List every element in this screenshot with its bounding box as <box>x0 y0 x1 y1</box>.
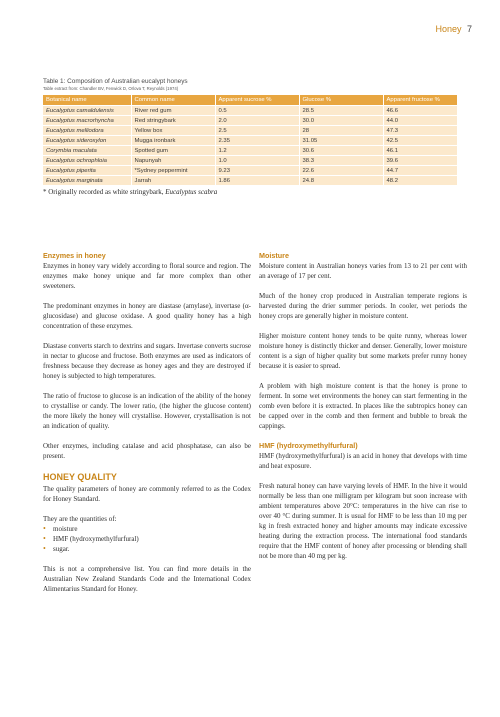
common-name-cell: Spotted gum <box>131 146 215 156</box>
list-item-text: sugar. <box>53 545 70 553</box>
moisture-paragraph: A problem with high moisture content is that the honey is prone to ferment. In some wet environments the honey can start fermenting in the comb even before it is extracted. In places like the subtropics honey can be capped over in the comb and then ferment and bubble to break the cappings. <box>259 382 467 430</box>
table-footnote <box>43 188 457 196</box>
botanical-name-cell: Eucalyptus macrorhyncha <box>43 116 131 126</box>
column-header: Glucose % <box>299 95 383 106</box>
list-item <box>43 524 251 534</box>
sucrose-cell: 2.5 <box>215 126 299 136</box>
sucrose-cell: 0.5 <box>215 106 299 116</box>
list-item-text: HMF (hydroxymethylfurfural) <box>53 535 139 543</box>
hmf-paragraph: HMF (hydroxymethylfurfural) is an acid in honey that develops with time and heat exposure. <box>259 452 467 470</box>
column-header: Botanical name <box>43 95 131 106</box>
column-header: Apparent fructose % <box>383 95 457 106</box>
running-header <box>435 24 472 34</box>
botanical-name-cell: Eucalyptus melliodora <box>43 126 131 136</box>
botanical-name-cell: Eucalyptus camaldulensis <box>43 106 131 116</box>
table-row <box>43 156 457 166</box>
table-source: Table extract from: Chandler BV, Fenwick D, Orlova T, Reynolds (1974) <box>43 86 179 91</box>
enzymes-paragraph: Other enzymes, including catalase and acid phosphatase, can also be present. <box>43 442 251 460</box>
botanical-name-cell: Corymbia maculata <box>43 146 131 156</box>
bullet-icon: • <box>43 524 46 533</box>
composition-table-block <box>43 78 457 196</box>
table-row <box>43 176 457 186</box>
botanical-name-cell: Eucalyptus marginata <box>43 176 131 186</box>
glucose-cell: 38.3 <box>299 156 383 166</box>
fructose-cell: 48.2 <box>383 176 457 186</box>
enzymes-paragraph: The predominant enzymes in honey are diastase (amylase), invertase (α-glucosidase) and glucose oxidase. A good quality honey has a high concentration of these enzymes. <box>43 302 251 330</box>
moisture-paragraph: Much of the honey crop produced in Australian temperate regions is harvested during the drier summer periods. In cooler, wet periods the honey crops are generally higher in moisture content. <box>259 292 467 320</box>
table-title: Table 1: Composition of Australian eucalypt honeys <box>43 78 188 85</box>
table-row <box>43 106 457 116</box>
glucose-cell: 24.8 <box>299 176 383 186</box>
honey-quality-heading: HONEY QUALITY <box>43 472 117 482</box>
bullet-icon: • <box>43 544 46 553</box>
glucose-cell: 30.6 <box>299 146 383 156</box>
common-name-cell: Napunyah <box>131 156 215 166</box>
botanical-name-cell: Eucalyptus ochrophloia <box>43 156 131 166</box>
glucose-cell: 28 <box>299 126 383 136</box>
common-name-cell: Yellow box <box>131 126 215 136</box>
moisture-paragraph: Higher moisture content honey tends to be quite runny, whereas lower moisture honey is distinctly thicker and denser. Generally, lower moisture content is a sign of higher quality but some markets prefer runny honey because it is easier to spread. <box>259 332 467 370</box>
sucrose-cell: 1.2 <box>215 146 299 156</box>
quality-paragraph: This is not a comprehensive list. You can find more details in the Australian New Zealand Standards Code and the International Codex Alimentarius Standard for Honey. <box>43 565 251 593</box>
footnote-text: * Originally recorded as white stringybark, <box>43 188 166 196</box>
common-name-cell: River red gum <box>131 106 215 116</box>
enzymes-paragraph: Enzymes in honey vary widely according to floral source and region. The enzymes make honey unique and far more complex than other sweeteners. <box>43 262 251 290</box>
table-row <box>43 146 457 156</box>
glucose-cell: 30.0 <box>299 116 383 126</box>
enzymes-heading: Enzymes in honey <box>43 251 106 260</box>
fructose-cell: 46.6 <box>383 106 457 116</box>
fructose-cell: 39.6 <box>383 156 457 166</box>
glucose-cell: 31.05 <box>299 136 383 146</box>
quality-list <box>43 524 251 554</box>
right-column <box>259 251 467 571</box>
hmf-heading: HMF (hydroxymethylfurfural) <box>259 441 358 450</box>
enzymes-paragraph: The ratio of fructose to glucose is an indication of the ability of the honey to crystallise or candy. The lower ratio, (the higher the glucose content) the more likely the honey will crystallise. However, crystallisation is not an indication of quality. <box>43 392 251 430</box>
bullet-icon: • <box>43 534 46 543</box>
left-column <box>43 251 251 604</box>
sucrose-cell: 2.0 <box>215 116 299 126</box>
column-header: Apparent sucrose % <box>215 95 299 106</box>
common-name-cell: Mugga ironbark <box>131 136 215 146</box>
botanical-name-cell: Eucalyptus sideroxylon <box>43 136 131 146</box>
table-row <box>43 136 457 146</box>
fructose-cell: 46.1 <box>383 146 457 156</box>
fructose-cell: 44.7 <box>383 166 457 176</box>
composition-table <box>43 95 458 185</box>
table-row <box>43 126 457 136</box>
sucrose-cell: 1.0 <box>215 156 299 166</box>
list-item-text: moisture <box>53 525 78 533</box>
sucrose-cell: 9.23 <box>215 166 299 176</box>
sucrose-cell: 1.86 <box>215 176 299 186</box>
sucrose-cell: 2.35 <box>215 136 299 146</box>
page-number: 7 <box>466 24 472 34</box>
list-item <box>43 534 251 544</box>
list-item <box>43 544 251 554</box>
botanical-name-cell: Eucalyptus piperita <box>43 166 131 176</box>
quality-paragraph: The quality parameters of honey are commonly referred to as the Codex for Honey Standard. <box>43 485 251 503</box>
table-row <box>43 166 457 176</box>
hmf-paragraph: Fresh natural honey can have varying levels of HMF. In the hive it would normally be less than one milligram per kilogram but soon increase with ambient temperatures above 20°C: temperatures in the hive can rise to over 40 °C during summer. It is usual for HMF to be less than 10 mg per kg in fresh extracted honey and higher amounts may indicate excessive heating during the extraction process. The international food standards require that the HMF content of honey after processing or blending shall not be more than 40 mg per kg. <box>259 482 467 560</box>
section-title: Honey <box>435 24 462 34</box>
footnote-species: Eucalyptus scabra <box>165 188 218 196</box>
column-header: Common name <box>131 95 215 106</box>
common-name-cell: *Sydney peppermint <box>131 166 215 176</box>
glucose-cell: 28.5 <box>299 106 383 116</box>
table-row <box>43 116 457 126</box>
fructose-cell: 44.0 <box>383 116 457 126</box>
glucose-cell: 22.6 <box>299 166 383 176</box>
common-name-cell: Jarrah <box>131 176 215 186</box>
moisture-heading: Moisture <box>259 251 289 260</box>
quality-list-intro: They are the quantities of: <box>43 515 117 523</box>
fructose-cell: 47.3 <box>383 126 457 136</box>
table-header-row <box>43 95 457 106</box>
enzymes-paragraph: Diastase converts starch to dextrins and sugars. Invertase converts sucrose in nectar to glucose and fructose. Both enzymes are used as indicators of freshness because they decrease as honey ages and they are destroyed if honey is subjected to high temperatures. <box>43 342 251 380</box>
moisture-paragraph: Moisture content in Australian honeys varies from 13 to 21 per cent with an average of 17 per cent. <box>259 262 467 280</box>
fructose-cell: 42.5 <box>383 136 457 146</box>
common-name-cell: Red stringybark <box>131 116 215 126</box>
